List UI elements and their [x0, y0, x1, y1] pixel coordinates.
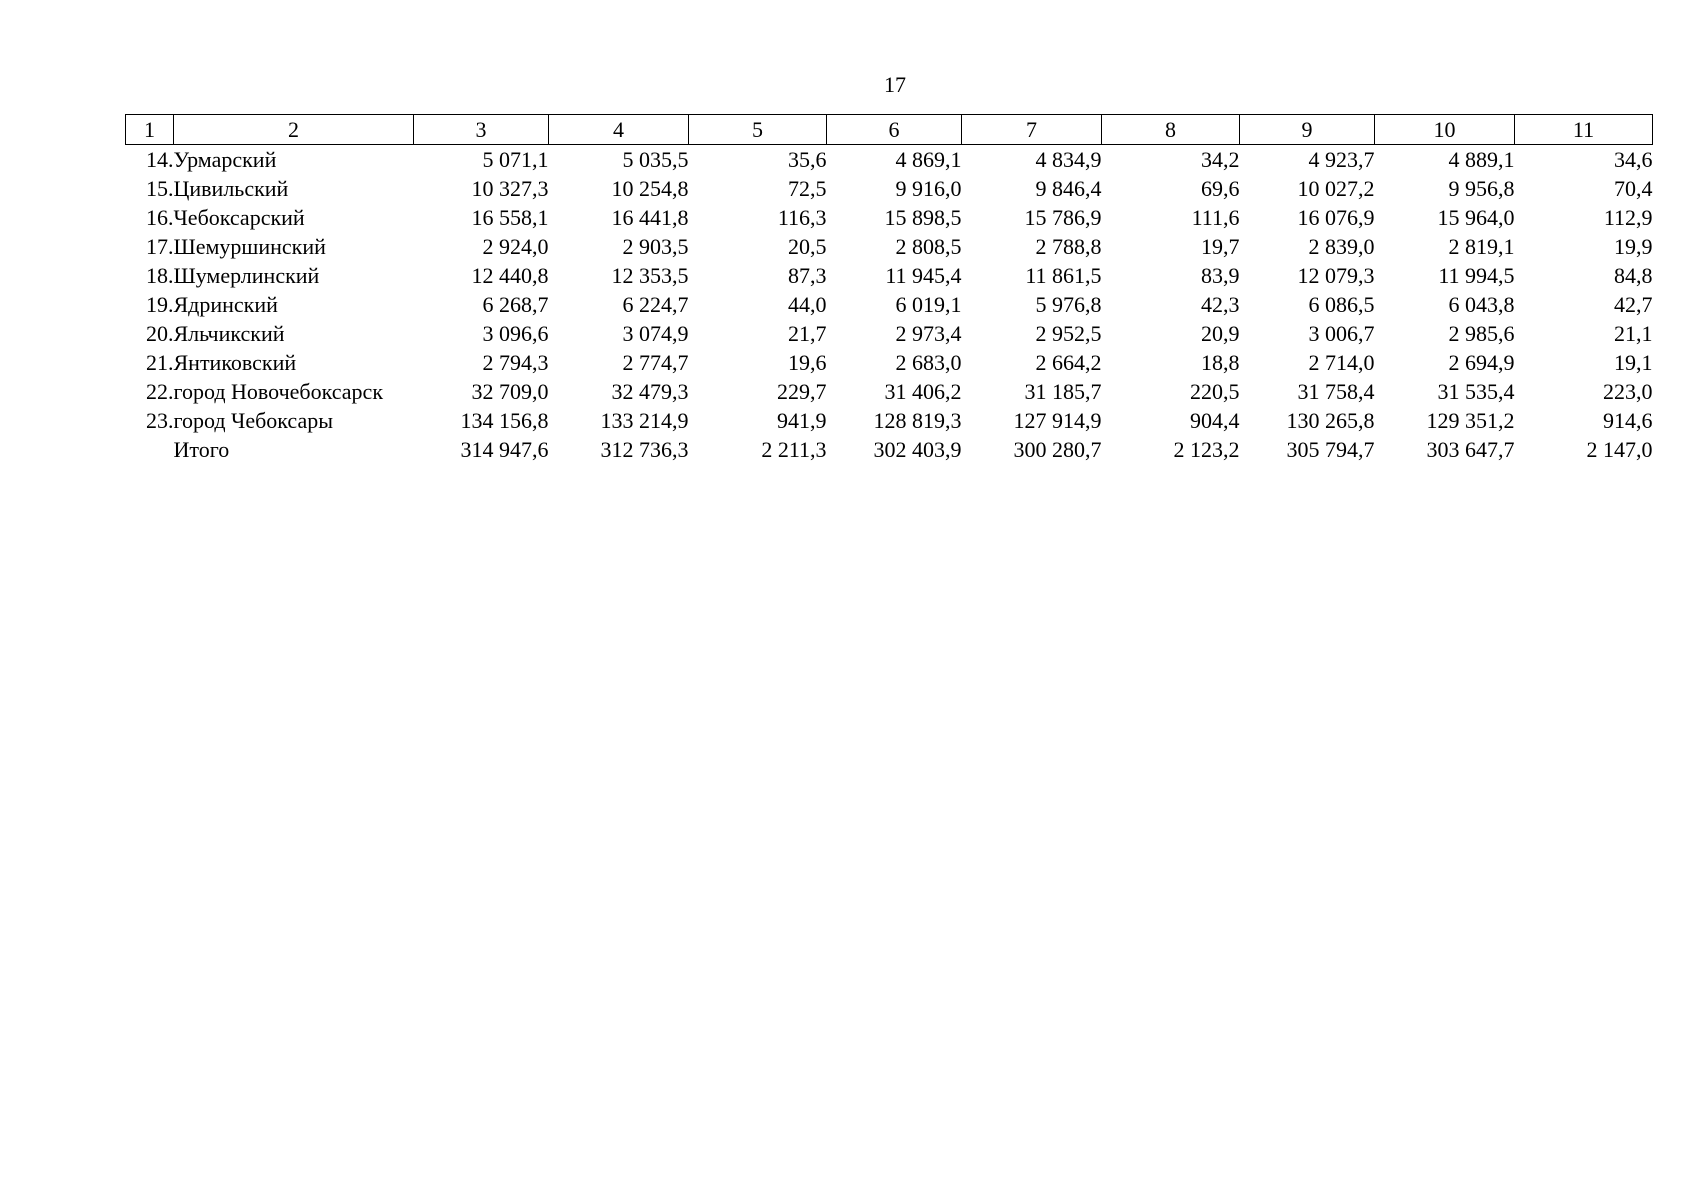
row-index: 16. — [146, 205, 174, 230]
value-col-5: 44,0 — [788, 292, 827, 317]
value-col-3: 32 709,0 — [471, 379, 549, 404]
value-col-7: 300 280,7 — [1013, 437, 1102, 462]
value-col-4: 2 774,7 — [622, 350, 689, 375]
data-table — [125, 114, 1653, 464]
value-col-5: 21,7 — [788, 321, 827, 346]
value-col-11: 84,8 — [1614, 263, 1653, 288]
value-col-4: 6 224,7 — [622, 292, 689, 317]
value-col-3: 5 071,1 — [482, 147, 549, 172]
district-name: Янтиковский — [173, 350, 297, 375]
value-col-10: 129 351,2 — [1426, 408, 1515, 433]
value-col-11: 112,9 — [1603, 205, 1653, 230]
value-col-8: 111,6 — [1191, 205, 1240, 230]
value-col-8: 42,3 — [1201, 292, 1240, 317]
value-col-9: 4 923,7 — [1308, 147, 1375, 172]
row-index: 17. — [146, 234, 174, 259]
value-col-7: 2 952,5 — [1035, 321, 1102, 346]
value-col-6: 6 019,1 — [895, 292, 962, 317]
value-col-10: 6 043,8 — [1448, 292, 1515, 317]
value-col-9: 130 265,8 — [1286, 408, 1375, 433]
value-col-11: 70,4 — [1614, 176, 1653, 201]
column-header: 4 — [549, 115, 689, 145]
column-header: 5 — [689, 115, 827, 145]
value-col-6: 302 403,9 — [873, 437, 962, 462]
table-row — [126, 319, 1653, 348]
header-row — [126, 115, 1653, 145]
value-col-4: 133 214,9 — [600, 408, 689, 433]
value-col-6: 11 945,4 — [885, 263, 962, 288]
row-index: 14. — [146, 147, 174, 172]
value-col-8: 83,9 — [1201, 263, 1240, 288]
value-col-10: 2 819,1 — [1448, 234, 1515, 259]
value-col-8: 19,7 — [1201, 234, 1240, 259]
value-col-9: 3 006,7 — [1308, 321, 1375, 346]
row-index: 23. — [146, 408, 174, 433]
value-col-11: 19,1 — [1614, 350, 1653, 375]
value-col-11: 34,6 — [1614, 147, 1653, 172]
value-col-10: 11 994,5 — [1438, 263, 1515, 288]
value-col-3: 314 947,6 — [460, 437, 549, 462]
value-col-3: 2 794,3 — [482, 350, 549, 375]
district-name: Шемуршинский — [173, 234, 326, 259]
value-col-9: 16 076,9 — [1297, 205, 1375, 230]
value-col-3: 10 327,3 — [471, 176, 549, 201]
value-col-4: 16 441,8 — [611, 205, 689, 230]
value-col-4: 10 254,8 — [611, 176, 689, 201]
value-col-9: 2 839,0 — [1308, 234, 1375, 259]
value-col-3: 2 924,0 — [482, 234, 549, 259]
value-col-8: 20,9 — [1201, 321, 1240, 346]
value-col-7: 5 976,8 — [1035, 292, 1102, 317]
district-name: Чебоксарский — [173, 205, 305, 230]
column-header: 10 — [1375, 115, 1515, 145]
table-row — [126, 174, 1653, 203]
value-col-5: 72,5 — [788, 176, 827, 201]
column-header: 7 — [962, 115, 1102, 145]
value-col-4: 12 353,5 — [611, 263, 689, 288]
value-col-4: 3 074,9 — [622, 321, 689, 346]
value-col-7: 2 664,2 — [1035, 350, 1102, 375]
value-col-9: 12 079,3 — [1297, 263, 1375, 288]
value-col-8: 904,4 — [1190, 408, 1240, 433]
value-col-10: 2 985,6 — [1448, 321, 1515, 346]
row-index: 22. — [146, 379, 174, 404]
table-row — [126, 145, 1653, 175]
value-col-6: 2 683,0 — [895, 350, 962, 375]
value-col-8: 69,6 — [1201, 176, 1240, 201]
value-col-11: 19,9 — [1614, 234, 1653, 259]
value-col-5: 20,5 — [788, 234, 827, 259]
value-col-6: 2 973,4 — [895, 321, 962, 346]
value-col-6: 128 819,3 — [873, 408, 962, 433]
district-name: Урмарский — [173, 147, 277, 172]
value-col-6: 2 808,5 — [895, 234, 962, 259]
column-header: 6 — [827, 115, 962, 145]
value-col-7: 9 846,4 — [1035, 176, 1102, 201]
value-col-5: 19,6 — [788, 350, 827, 375]
value-col-11: 2 147,0 — [1586, 437, 1653, 462]
row-index: 21. — [146, 350, 174, 375]
value-col-7: 4 834,9 — [1035, 147, 1102, 172]
value-col-4: 32 479,3 — [611, 379, 689, 404]
table-row — [126, 377, 1653, 406]
value-col-10: 15 964,0 — [1437, 205, 1515, 230]
value-col-3: 12 440,8 — [471, 263, 549, 288]
value-col-7: 127 914,9 — [1013, 408, 1102, 433]
table-row — [126, 348, 1653, 377]
value-col-3: 6 268,7 — [482, 292, 549, 317]
value-col-4: 312 736,3 — [600, 437, 689, 462]
value-col-5: 116,3 — [777, 205, 827, 230]
value-col-7: 31 185,7 — [1024, 379, 1102, 404]
value-col-7: 15 786,9 — [1024, 205, 1102, 230]
column-header: 9 — [1240, 115, 1375, 145]
column-header: 8 — [1102, 115, 1240, 145]
value-col-10: 4 889,1 — [1448, 147, 1515, 172]
district-name: Цивильский — [173, 176, 289, 201]
value-col-8: 18,8 — [1201, 350, 1240, 375]
table-body — [126, 145, 1653, 465]
table-row — [126, 261, 1653, 290]
value-col-5: 941,9 — [777, 408, 827, 433]
value-col-6: 15 898,5 — [884, 205, 962, 230]
value-col-3: 16 558,1 — [471, 205, 549, 230]
value-col-9: 2 714,0 — [1308, 350, 1375, 375]
value-col-10: 303 647,7 — [1426, 437, 1515, 462]
table-row — [126, 232, 1653, 261]
value-col-10: 31 535,4 — [1437, 379, 1515, 404]
value-col-7: 11 861,5 — [1025, 263, 1102, 288]
value-col-5: 35,6 — [788, 147, 827, 172]
value-col-4: 5 035,5 — [622, 147, 689, 172]
value-col-8: 34,2 — [1201, 147, 1240, 172]
value-col-5: 87,3 — [788, 263, 827, 288]
total-row — [126, 435, 1653, 464]
column-header: 1 — [126, 115, 174, 145]
value-col-7: 2 788,8 — [1035, 234, 1102, 259]
district-name: Шумерлинский — [173, 263, 320, 288]
value-col-8: 2 123,2 — [1173, 437, 1240, 462]
value-col-3: 3 096,6 — [482, 321, 549, 346]
district-name: город Новочебоксарск — [173, 379, 384, 404]
table-row — [126, 406, 1653, 435]
column-header: 11 — [1515, 115, 1653, 145]
table-row — [126, 203, 1653, 232]
row-index: 15. — [146, 176, 174, 201]
table-row — [126, 290, 1653, 319]
district-name: Итого — [173, 437, 230, 462]
district-name: город Чебоксары — [173, 408, 334, 433]
column-header: 2 — [174, 115, 414, 145]
row-index: 19. — [146, 292, 174, 317]
column-header: 3 — [414, 115, 549, 145]
value-col-10: 2 694,9 — [1448, 350, 1515, 375]
value-col-5: 2 211,3 — [761, 437, 827, 462]
value-col-9: 305 794,7 — [1286, 437, 1375, 462]
row-index: 18. — [146, 263, 174, 288]
value-col-11: 223,0 — [1603, 379, 1653, 404]
value-col-4: 2 903,5 — [622, 234, 689, 259]
value-col-6: 9 916,0 — [895, 176, 962, 201]
value-col-11: 914,6 — [1603, 408, 1653, 433]
value-col-3: 134 156,8 — [460, 408, 549, 433]
district-name: Ядринский — [173, 292, 278, 317]
value-col-10: 9 956,8 — [1448, 176, 1515, 201]
page-number: 17 — [884, 72, 906, 97]
value-col-11: 21,1 — [1614, 321, 1653, 346]
row-index — [126, 435, 174, 464]
row-index: 20. — [146, 321, 174, 346]
value-col-9: 31 758,4 — [1297, 379, 1375, 404]
value-col-9: 10 027,2 — [1297, 176, 1375, 201]
value-col-9: 6 086,5 — [1308, 292, 1375, 317]
value-col-11: 42,7 — [1614, 292, 1653, 317]
value-col-6: 4 869,1 — [895, 147, 962, 172]
value-col-5: 229,7 — [777, 379, 827, 404]
value-col-6: 31 406,2 — [884, 379, 962, 404]
value-col-8: 220,5 — [1190, 379, 1240, 404]
district-name: Яльчикский — [173, 321, 285, 346]
